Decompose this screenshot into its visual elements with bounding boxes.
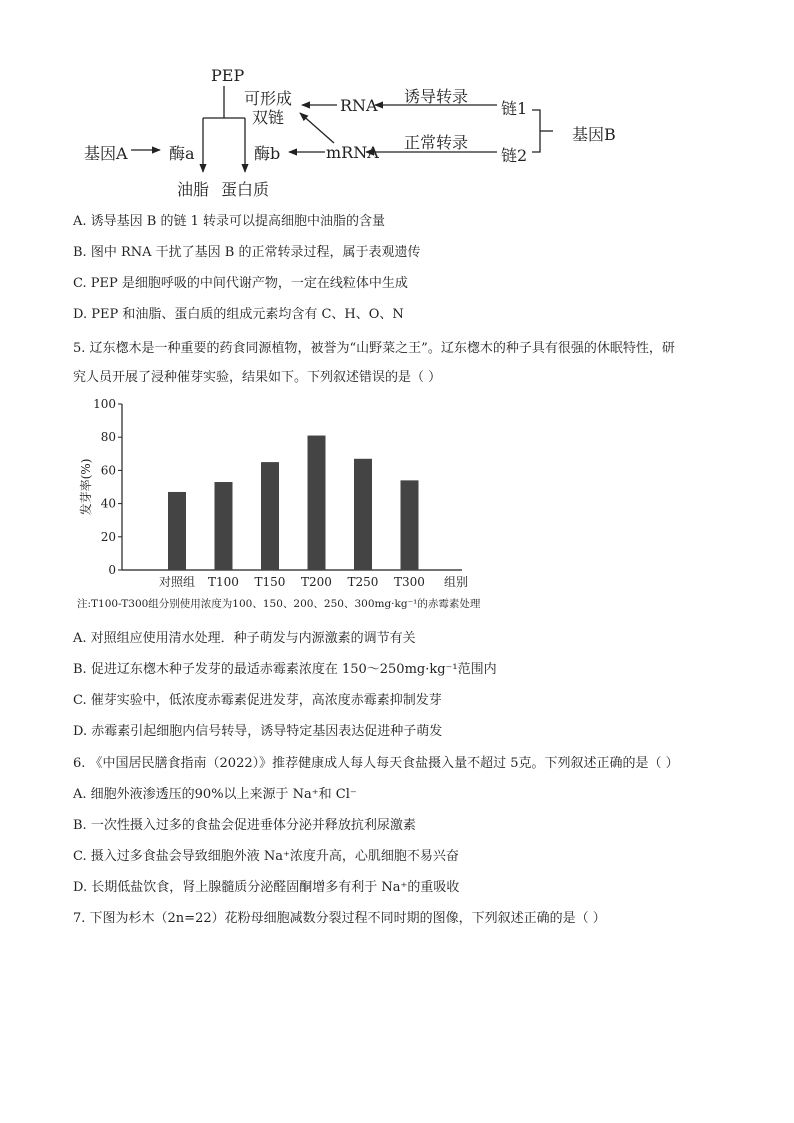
- bar-4: [354, 459, 372, 570]
- x-tick-label: T200: [301, 575, 332, 589]
- induced-transcription-label: 诱导转录: [404, 87, 469, 106]
- q6-option-a: A. 细胞外液渗透压的90%以上来源于 Na⁺和 Cl⁻: [73, 787, 357, 802]
- q5-stem-line2: 究人员开展了浸种催芽实验，结果如下。下列叙述错误的是（ ）: [73, 370, 442, 385]
- x-tick-label: T150: [254, 575, 286, 589]
- q5-option-b: B. 促进辽东楤木种子发芽的最适赤霉素浓度在 150～250mg·kg⁻¹范围内: [73, 662, 497, 677]
- x-axis-label: 组别: [444, 575, 469, 589]
- y-tick-label: 80: [100, 430, 116, 445]
- q6-option-c: C. 摄入过多食盐会导致细胞外液 Na⁺浓度升高，心肌细胞不易兴奋: [73, 849, 459, 864]
- q4-option-c: C. PEP 是细胞呼吸的中间代谢产物，一定在线粒体中生成: [73, 276, 408, 291]
- normal-transcription-label: 正常转录: [404, 133, 469, 152]
- bar-1: [215, 482, 233, 570]
- diagram-lines: [0, 0, 794, 210]
- gene-a-label: 基因A: [84, 144, 128, 163]
- protein-label: 蛋白质: [221, 180, 270, 199]
- y-tick-label: 40: [100, 496, 116, 511]
- bar-3: [308, 436, 326, 570]
- bar-0: [168, 492, 186, 570]
- q4-option-b: B. 图中 RNA 干扰了基因 B 的正常转录过程，属于表观遗传: [73, 245, 421, 260]
- double-strand-label: 双链: [252, 108, 285, 127]
- q5-option-a: A. 对照组应使用清水处理．种子萌发与内源激素的调节有关: [73, 631, 416, 646]
- enzyme-b-label: 酶b: [254, 144, 281, 163]
- y-tick-label: 20: [100, 529, 116, 544]
- y-tick-label: 60: [100, 463, 116, 478]
- q5-option-c: C. 催芽实验中，低浓度赤霉素促进发芽，高浓度赤霉素抑制发芽: [73, 693, 442, 708]
- q7-stem: 7. 下图为杉木（2n=22）花粉母细胞减数分裂过程不同时期的图像，下列叙述正确的是（ ）: [73, 911, 606, 926]
- q6-stem: 6. 《中国居民膳食指南（2022）》推荐健康成人每人每天食盐摄入量不超过 5克。下列叙述正确的是（ ）: [73, 756, 679, 771]
- chart-note: 注:T100-T300组分别使用浓度为100、150、200、250、300mg·kg⁻¹的赤霉素处理: [77, 598, 481, 610]
- mrna-label: mRNA: [326, 143, 379, 162]
- x-tick-label: T250: [347, 575, 379, 589]
- gene-b-label: 基因B: [572, 125, 616, 144]
- pep-label: PEP: [211, 66, 245, 85]
- x-tick-label: T100: [208, 575, 239, 589]
- strand1-label: 链1: [501, 99, 528, 118]
- germination-bar-chart: [70, 392, 490, 592]
- enzyme-a-label: 酶a: [169, 144, 195, 163]
- y-tick-label: 0: [108, 563, 116, 577]
- bar-2: [261, 462, 279, 570]
- rna-label: RNA: [340, 96, 378, 115]
- q6-option-b: B. 一次性摄入过多的食盐会促进垂体分泌并释放抗利尿激素: [73, 818, 416, 833]
- q5-option-d: D. 赤霉素引起细胞内信号转导，诱导特定基因表达促进种子萌发: [73, 724, 443, 739]
- q4-option-d: D. PEP 和油脂、蛋白质的组成元素均含有 C、H、O、N: [73, 307, 404, 322]
- can-form-label: 可形成: [244, 89, 293, 108]
- x-tick-label: 对照组: [158, 575, 196, 589]
- q4-option-a: A. 诱导基因 B 的链 1 转录可以提高细胞中油脂的含量: [73, 214, 386, 229]
- oil-label: 油脂: [177, 180, 210, 199]
- q5-stem-line1: 5. 辽东楤木是一种重要的药食同源植物，被誉为“山野菜之王”。辽东楤木的种子具有很强的休眠特性，研: [73, 341, 675, 356]
- strand2-label: 链2: [501, 146, 528, 165]
- bar-5: [401, 480, 419, 570]
- x-tick-label: T300: [394, 575, 425, 589]
- y-axis-label: 发芽率(%): [79, 458, 93, 516]
- y-tick-label: 100: [93, 397, 116, 411]
- q6-option-d: D. 长期低盐饮食，肾上腺髓质分泌醛固酮增多有利于 Na⁺的重吸收: [73, 880, 460, 895]
